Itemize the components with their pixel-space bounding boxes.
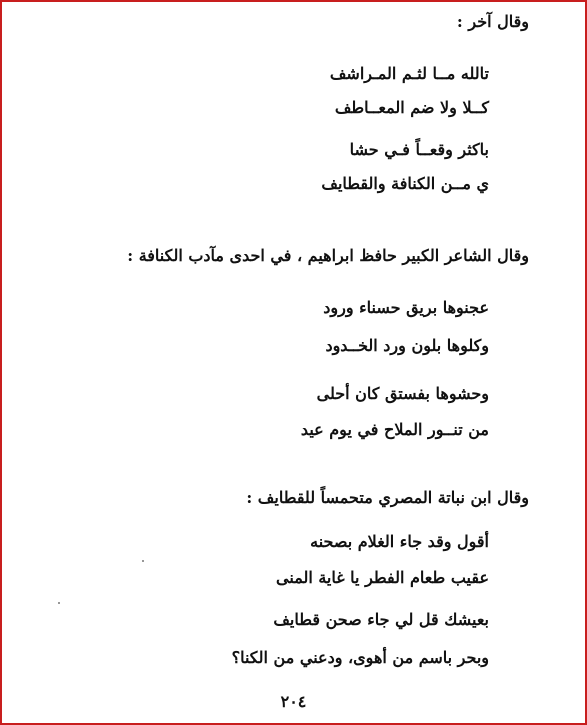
page-number: ٢٠٤ — [280, 692, 307, 711]
verse-line: من تنــور الملاح في يوم عيد — [300, 420, 489, 439]
verse-line: باكثر وقعــاً فـي حشا — [349, 140, 489, 159]
verse-line: كــلا ولا ضم المعــاطف — [334, 98, 489, 117]
verse-line: ي مــن الكنافة والقطايف — [321, 174, 489, 193]
verse-line: تالله مــا لثـم المـراشف — [329, 64, 489, 83]
verse-line: وحشوها بفستق كان أحلى — [316, 384, 489, 403]
verse-line: عجنوها بريق حسناء ورود — [323, 298, 489, 317]
verse-line: أقول وقد جاء الغلام بصحنه — [310, 532, 489, 551]
intro-line: وقال آخر : — [456, 12, 529, 31]
verse-line: وبحر باسم من أهوى، ودعني من الكنا؟ — [231, 648, 489, 667]
scan-speck — [58, 602, 60, 604]
scan-speck — [142, 560, 144, 562]
intro-line: وقال ابن نباتة المصري متحمساً للقطايف : — [246, 488, 529, 507]
intro-line: وقال الشاعر الكبير حافظ ابراهيم ، في احدى مآدب الكنافة : — [127, 246, 529, 265]
verse-line: عقيب طعام الفطر يا غاية المنى — [276, 568, 489, 587]
verse-line: بعيشك قل لي جاء صحن قطايف — [273, 610, 489, 629]
verse-line: وكلوها بلون ورد الخــدود — [325, 336, 489, 355]
